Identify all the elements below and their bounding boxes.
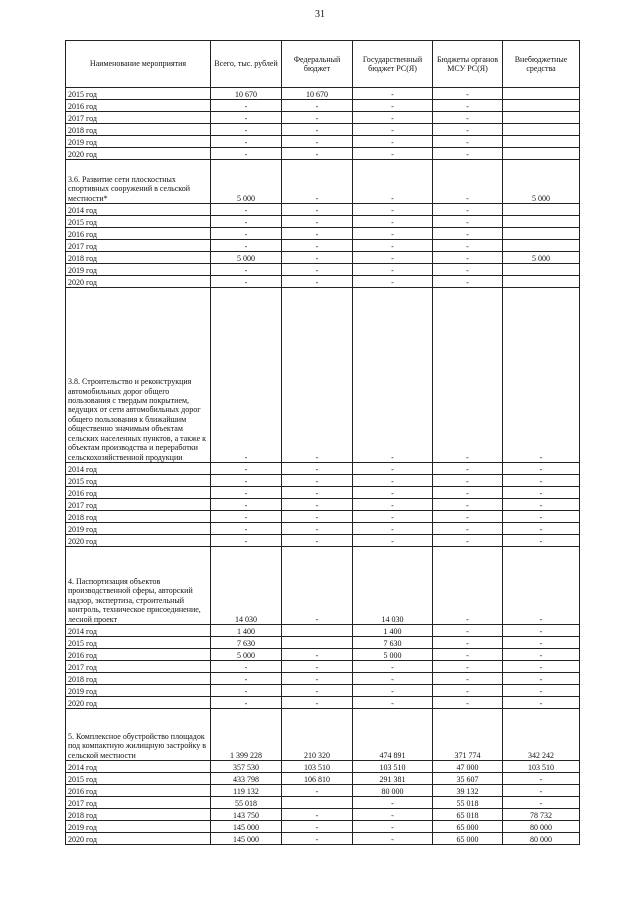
cell-extrabudget: - — [503, 463, 580, 475]
year-row — [66, 216, 580, 228]
cell-state: - — [353, 535, 433, 547]
col-header-federal: Федеральный бюджет — [282, 41, 353, 88]
year-row — [66, 673, 580, 685]
cell-municipal: - — [433, 697, 503, 709]
cell-total: 14 030 — [211, 547, 282, 625]
cell-name: 2016 год — [66, 487, 211, 499]
cell-name: 3.6. Развитие сети плоскостных спортивных сооружений в сельской местности* — [66, 160, 211, 204]
cell-total: - — [211, 124, 282, 136]
cell-municipal: - — [433, 288, 503, 463]
cell-state: - — [353, 124, 433, 136]
cell-federal — [282, 625, 353, 637]
table-body — [66, 88, 580, 845]
cell-extrabudget: - — [503, 547, 580, 625]
cell-state: - — [353, 661, 433, 673]
col-header-name: Наименование мероприятия — [66, 41, 211, 88]
cell-extrabudget: 5 000 — [503, 252, 580, 264]
cell-federal: - — [282, 673, 353, 685]
cell-name: 2014 год — [66, 625, 211, 637]
cell-municipal: - — [433, 625, 503, 637]
cell-state: 1 400 — [353, 625, 433, 637]
cell-total: 10 670 — [211, 88, 282, 100]
cell-extrabudget — [503, 88, 580, 100]
cell-federal: - — [282, 264, 353, 276]
cell-federal: 106 810 — [282, 773, 353, 785]
cell-name: 2019 год — [66, 821, 211, 833]
cell-extrabudget — [503, 276, 580, 288]
cell-extrabudget — [503, 228, 580, 240]
cell-federal: - — [282, 276, 353, 288]
year-row — [66, 625, 580, 637]
cell-extrabudget: - — [503, 511, 580, 523]
cell-municipal: - — [433, 475, 503, 487]
year-row — [66, 785, 580, 797]
year-row — [66, 240, 580, 252]
year-row — [66, 637, 580, 649]
cell-total: 7 630 — [211, 637, 282, 649]
cell-name: 2017 год — [66, 797, 211, 809]
cell-extrabudget: - — [503, 785, 580, 797]
year-row — [66, 685, 580, 697]
year-row — [66, 264, 580, 276]
cell-federal: - — [282, 523, 353, 535]
cell-federal: - — [282, 499, 353, 511]
year-row — [66, 124, 580, 136]
cell-name: 2020 год — [66, 833, 211, 845]
cell-state: - — [353, 511, 433, 523]
cell-municipal: - — [433, 124, 503, 136]
cell-state: - — [353, 88, 433, 100]
cell-state: 291 381 — [353, 773, 433, 785]
cell-state: - — [353, 252, 433, 264]
cell-municipal: - — [433, 637, 503, 649]
section-row — [66, 547, 580, 625]
cell-name: 2020 год — [66, 276, 211, 288]
cell-total: - — [211, 535, 282, 547]
cell-state: 474 891 — [353, 709, 433, 761]
cell-name: 2017 год — [66, 240, 211, 252]
cell-extrabudget: - — [503, 499, 580, 511]
cell-municipal: - — [433, 523, 503, 535]
section-row — [66, 288, 580, 463]
cell-name: 2019 год — [66, 685, 211, 697]
cell-total: - — [211, 673, 282, 685]
year-row — [66, 761, 580, 773]
year-row — [66, 649, 580, 661]
cell-name: 2015 год — [66, 475, 211, 487]
year-row — [66, 228, 580, 240]
cell-state: - — [353, 228, 433, 240]
cell-municipal: - — [433, 276, 503, 288]
cell-total: - — [211, 288, 282, 463]
cell-federal: - — [282, 833, 353, 845]
cell-federal: 103 510 — [282, 761, 353, 773]
cell-total: - — [211, 216, 282, 228]
cell-name: 2015 год — [66, 216, 211, 228]
cell-municipal: - — [433, 264, 503, 276]
cell-name: 4. Паспортизация объектов производственной сферы, авторский надзор, экспертиза, строительный контроль, техническое присоединение, лесной проект — [66, 547, 211, 625]
cell-extrabudget: 103 510 — [503, 761, 580, 773]
cell-municipal: - — [433, 228, 503, 240]
cell-total: 357 530 — [211, 761, 282, 773]
cell-total: 5 000 — [211, 160, 282, 204]
cell-extrabudget — [503, 216, 580, 228]
cell-name: 2014 год — [66, 761, 211, 773]
year-row — [66, 773, 580, 785]
cell-municipal: - — [433, 136, 503, 148]
cell-federal: 210 320 — [282, 709, 353, 761]
cell-municipal: - — [433, 216, 503, 228]
year-row — [66, 523, 580, 535]
cell-state: - — [353, 100, 433, 112]
cell-federal: - — [282, 288, 353, 463]
cell-state: - — [353, 264, 433, 276]
cell-extrabudget: - — [503, 535, 580, 547]
cell-municipal: 65 000 — [433, 833, 503, 845]
cell-extrabudget: - — [503, 773, 580, 785]
cell-name: 2020 год — [66, 697, 211, 709]
cell-extrabudget: - — [503, 673, 580, 685]
cell-federal: - — [282, 649, 353, 661]
cell-extrabudget: - — [503, 288, 580, 463]
year-row — [66, 535, 580, 547]
cell-extrabudget — [503, 136, 580, 148]
cell-total: - — [211, 100, 282, 112]
cell-extrabudget — [503, 124, 580, 136]
col-header-total: Всего, тыс. рублей — [211, 41, 282, 88]
cell-name: 2018 год — [66, 252, 211, 264]
cell-municipal: 39 132 — [433, 785, 503, 797]
cell-municipal: - — [433, 148, 503, 160]
col-header-extrabudget: Внебюджетные средства — [503, 41, 580, 88]
cell-state: - — [353, 276, 433, 288]
cell-state: - — [353, 148, 433, 160]
cell-federal: - — [282, 112, 353, 124]
cell-name: 2015 год — [66, 773, 211, 785]
cell-municipal: 65 000 — [433, 821, 503, 833]
cell-total: - — [211, 264, 282, 276]
cell-total: 145 000 — [211, 833, 282, 845]
cell-total: 55 018 — [211, 797, 282, 809]
year-row — [66, 833, 580, 845]
cell-extrabudget: - — [503, 697, 580, 709]
year-row — [66, 276, 580, 288]
cell-federal: - — [282, 487, 353, 499]
cell-state: - — [353, 288, 433, 463]
cell-name: 2016 год — [66, 100, 211, 112]
cell-municipal: - — [433, 661, 503, 673]
cell-municipal: 47 000 — [433, 761, 503, 773]
cell-federal: - — [282, 136, 353, 148]
cell-federal: - — [282, 661, 353, 673]
cell-municipal: - — [433, 649, 503, 661]
cell-federal: - — [282, 511, 353, 523]
cell-state: - — [353, 797, 433, 809]
cell-extrabudget: - — [503, 797, 580, 809]
cell-total: - — [211, 475, 282, 487]
page-number: 31 — [315, 9, 325, 20]
cell-name: 5. Комплексное обустройство площадок под компактную жилищную застройку в сельской местности — [66, 709, 211, 761]
cell-state: - — [353, 697, 433, 709]
year-row — [66, 697, 580, 709]
cell-total: - — [211, 228, 282, 240]
cell-total: - — [211, 499, 282, 511]
cell-federal — [282, 797, 353, 809]
cell-state: - — [353, 475, 433, 487]
cell-state: 80 000 — [353, 785, 433, 797]
cell-state: 5 000 — [353, 649, 433, 661]
year-row — [66, 821, 580, 833]
cell-municipal: - — [433, 252, 503, 264]
cell-total: - — [211, 240, 282, 252]
year-row — [66, 148, 580, 160]
cell-name: 2018 год — [66, 511, 211, 523]
cell-total: - — [211, 136, 282, 148]
cell-municipal: - — [433, 160, 503, 204]
cell-municipal: 55 018 — [433, 797, 503, 809]
cell-federal: - — [282, 228, 353, 240]
cell-federal: - — [282, 535, 353, 547]
cell-municipal: - — [433, 547, 503, 625]
cell-total: - — [211, 204, 282, 216]
cell-name: 2014 год — [66, 463, 211, 475]
year-row — [66, 136, 580, 148]
cell-name: 2017 год — [66, 661, 211, 673]
year-row — [66, 511, 580, 523]
col-header-municipal: Бюджеты органов МСУ РС(Я) — [433, 41, 503, 88]
cell-extrabudget — [503, 112, 580, 124]
cell-extrabudget — [503, 100, 580, 112]
cell-total: 5 000 — [211, 252, 282, 264]
cell-name: 3.8. Строительство и реконструкция автомобильных дорог общего пользования с твердым покрытием, ведущих от сети автомобильных дорог общего пользования к ближайшим общественно значимым объектам сельских населенных пунктов, а также к объектам производства и переработки сельскохозяйственной продукции — [66, 288, 211, 463]
cell-state: - — [353, 809, 433, 821]
cell-municipal: 65 018 — [433, 809, 503, 821]
cell-federal: - — [282, 124, 353, 136]
cell-municipal: - — [433, 88, 503, 100]
cell-federal: - — [282, 160, 353, 204]
cell-state: - — [353, 216, 433, 228]
cell-federal: - — [282, 785, 353, 797]
year-row — [66, 463, 580, 475]
cell-state: - — [353, 204, 433, 216]
cell-federal: - — [282, 216, 353, 228]
cell-municipal: - — [433, 511, 503, 523]
cell-state: - — [353, 523, 433, 535]
cell-name: 2015 год — [66, 88, 211, 100]
cell-municipal: - — [433, 112, 503, 124]
cell-total: 145 000 — [211, 821, 282, 833]
cell-extrabudget: 80 000 — [503, 821, 580, 833]
cell-extrabudget: - — [503, 649, 580, 661]
cell-federal: - — [282, 809, 353, 821]
cell-municipal: - — [433, 673, 503, 685]
cell-name: 2017 год — [66, 499, 211, 511]
cell-total: - — [211, 697, 282, 709]
cell-extrabudget: - — [503, 637, 580, 649]
cell-federal: - — [282, 204, 353, 216]
cell-federal: - — [282, 475, 353, 487]
cell-total: - — [211, 487, 282, 499]
cell-total: 119 132 — [211, 785, 282, 797]
cell-total: - — [211, 685, 282, 697]
cell-municipal: - — [433, 685, 503, 697]
cell-name: 2019 год — [66, 136, 211, 148]
cell-total: 1 400 — [211, 625, 282, 637]
cell-name: 2014 год — [66, 204, 211, 216]
funding-table — [65, 40, 580, 845]
cell-federal: - — [282, 100, 353, 112]
cell-name: 2019 год — [66, 523, 211, 535]
year-row — [66, 499, 580, 511]
cell-state: - — [353, 136, 433, 148]
year-row — [66, 112, 580, 124]
cell-state: 7 630 — [353, 637, 433, 649]
cell-state: 103 510 — [353, 761, 433, 773]
col-header-state: Государственный бюджет РС(Я) — [353, 41, 433, 88]
cell-federal: - — [282, 240, 353, 252]
cell-name: 2018 год — [66, 809, 211, 821]
cell-state: - — [353, 833, 433, 845]
cell-municipal: 35 607 — [433, 773, 503, 785]
cell-name: 2019 год — [66, 264, 211, 276]
cell-extrabudget: - — [503, 661, 580, 673]
cell-name: 2016 год — [66, 228, 211, 240]
cell-total: - — [211, 661, 282, 673]
header-row — [66, 41, 580, 88]
cell-municipal: - — [433, 100, 503, 112]
cell-extrabudget: - — [503, 475, 580, 487]
cell-municipal: - — [433, 463, 503, 475]
year-row — [66, 809, 580, 821]
cell-state: - — [353, 673, 433, 685]
cell-federal: 10 670 — [282, 88, 353, 100]
cell-extrabudget: - — [503, 685, 580, 697]
cell-municipal: - — [433, 487, 503, 499]
cell-name: 2016 год — [66, 649, 211, 661]
year-row — [66, 661, 580, 673]
cell-extrabudget: - — [503, 625, 580, 637]
cell-federal: - — [282, 697, 353, 709]
cell-name: 2016 год — [66, 785, 211, 797]
year-row — [66, 252, 580, 264]
cell-extrabudget — [503, 204, 580, 216]
cell-state: - — [353, 463, 433, 475]
cell-state: - — [353, 499, 433, 511]
year-row — [66, 475, 580, 487]
section-row — [66, 709, 580, 761]
cell-federal: - — [282, 463, 353, 475]
cell-federal: - — [282, 252, 353, 264]
cell-municipal: 371 774 — [433, 709, 503, 761]
cell-extrabudget — [503, 264, 580, 276]
cell-total: - — [211, 523, 282, 535]
cell-municipal: - — [433, 204, 503, 216]
year-row — [66, 88, 580, 100]
cell-total: - — [211, 148, 282, 160]
cell-federal — [282, 637, 353, 649]
cell-name: 2015 год — [66, 637, 211, 649]
cell-state: - — [353, 821, 433, 833]
cell-name: 2020 год — [66, 535, 211, 547]
cell-federal: - — [282, 685, 353, 697]
cell-federal: - — [282, 547, 353, 625]
cell-total: 1 399 228 — [211, 709, 282, 761]
cell-extrabudget: 78 732 — [503, 809, 580, 821]
cell-federal: - — [282, 148, 353, 160]
year-row — [66, 487, 580, 499]
cell-total: - — [211, 463, 282, 475]
cell-state: 14 030 — [353, 547, 433, 625]
cell-municipal: - — [433, 535, 503, 547]
cell-total: 143 750 — [211, 809, 282, 821]
cell-municipal: - — [433, 240, 503, 252]
cell-extrabudget — [503, 148, 580, 160]
cell-total: - — [211, 112, 282, 124]
cell-extrabudget: - — [503, 487, 580, 499]
cell-extrabudget: - — [503, 523, 580, 535]
cell-state: - — [353, 160, 433, 204]
cell-total: - — [211, 511, 282, 523]
cell-extrabudget: 5 000 — [503, 160, 580, 204]
cell-municipal: - — [433, 499, 503, 511]
cell-name: 2017 год — [66, 112, 211, 124]
year-row — [66, 797, 580, 809]
cell-federal: - — [282, 821, 353, 833]
cell-extrabudget: 342 242 — [503, 709, 580, 761]
section-row — [66, 160, 580, 204]
cell-total: 5 000 — [211, 649, 282, 661]
cell-extrabudget — [503, 240, 580, 252]
cell-name: 2020 год — [66, 148, 211, 160]
year-row — [66, 100, 580, 112]
cell-state: - — [353, 685, 433, 697]
cell-total: - — [211, 276, 282, 288]
cell-state: - — [353, 112, 433, 124]
cell-state: - — [353, 240, 433, 252]
cell-state: - — [353, 487, 433, 499]
year-row — [66, 204, 580, 216]
cell-extrabudget: 80 000 — [503, 833, 580, 845]
cell-name: 2018 год — [66, 124, 211, 136]
cell-name: 2018 год — [66, 673, 211, 685]
cell-total: 433 798 — [211, 773, 282, 785]
